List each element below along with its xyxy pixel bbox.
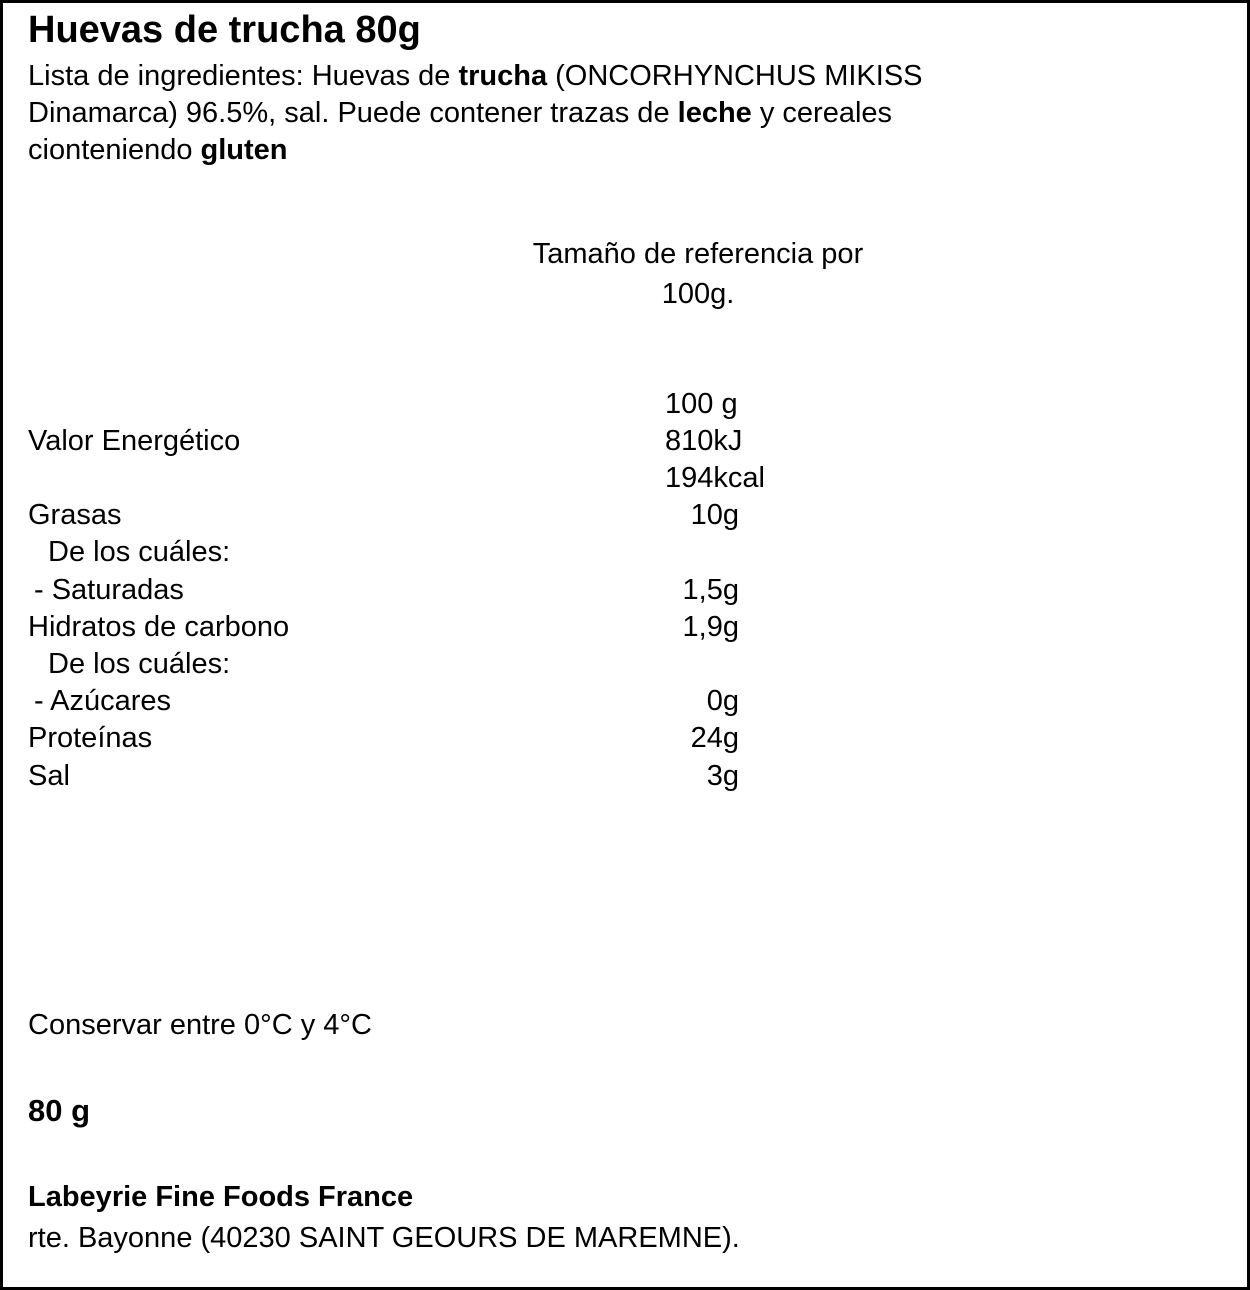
reference-size-line-2: 100g. — [661, 278, 735, 310]
ingredients-text: Lista de ingredientes: Huevas de — [28, 60, 459, 92]
ingredients-line-2 — [28, 95, 892, 132]
energy-kj-value: 810kJ — [665, 425, 743, 457]
product-title: Huevas de trucha 80g — [28, 9, 421, 51]
saturated-label: - Saturadas — [34, 574, 184, 606]
allergen-trucha: trucha — [458, 60, 548, 92]
ingredients-text: y cereales — [751, 97, 893, 129]
sugars-label: - Azúcares — [34, 685, 171, 717]
energy-kcal-value: 194kcal — [665, 462, 765, 494]
storage-instructions: Conservar entre 0°C y 4°C — [28, 1009, 372, 1041]
manufacturer-address: rte. Bayonne (40230 SAINT GEOURS DE MAREMNE). — [28, 1222, 740, 1254]
ingredients-line-1 — [28, 58, 923, 95]
fat-of-which-label: De los cuáles: — [48, 536, 231, 568]
ingredients-text: (ONCORHYNCHUS MIKISS — [547, 60, 923, 92]
manufacturer-name: Labeyrie Fine Foods France — [28, 1181, 414, 1213]
carbs-of-which-label: De los cuáles: — [48, 648, 231, 680]
reference-size-line-1: Tamaño de referencia por — [532, 238, 864, 270]
fat-label: Grasas — [28, 499, 122, 531]
salt-label: Sal — [28, 760, 70, 792]
fat-value: 10g — [690, 499, 739, 531]
allergen-leche: leche — [677, 97, 752, 129]
energy-label: Valor Energético — [28, 425, 241, 457]
nutrition-column-header: 100 g — [665, 388, 738, 420]
protein-value: 24g — [690, 722, 739, 754]
ingredients-text: Dinamarca) 96.5%, sal. Puede contener trazas de — [28, 97, 678, 129]
salt-value: 3g — [706, 760, 739, 792]
ingredients-line-3 — [28, 132, 288, 169]
net-weight: 80 g — [28, 1093, 91, 1128]
protein-label: Proteínas — [28, 722, 153, 754]
carbs-label: Hidratos de carbono — [28, 611, 290, 643]
ingredients-text: cionteniendo — [28, 134, 201, 166]
allergen-gluten: gluten — [200, 134, 288, 166]
sugars-value: 0g — [706, 685, 739, 717]
saturated-value: 1,5g — [682, 574, 739, 606]
carbs-value: 1,9g — [682, 611, 739, 643]
